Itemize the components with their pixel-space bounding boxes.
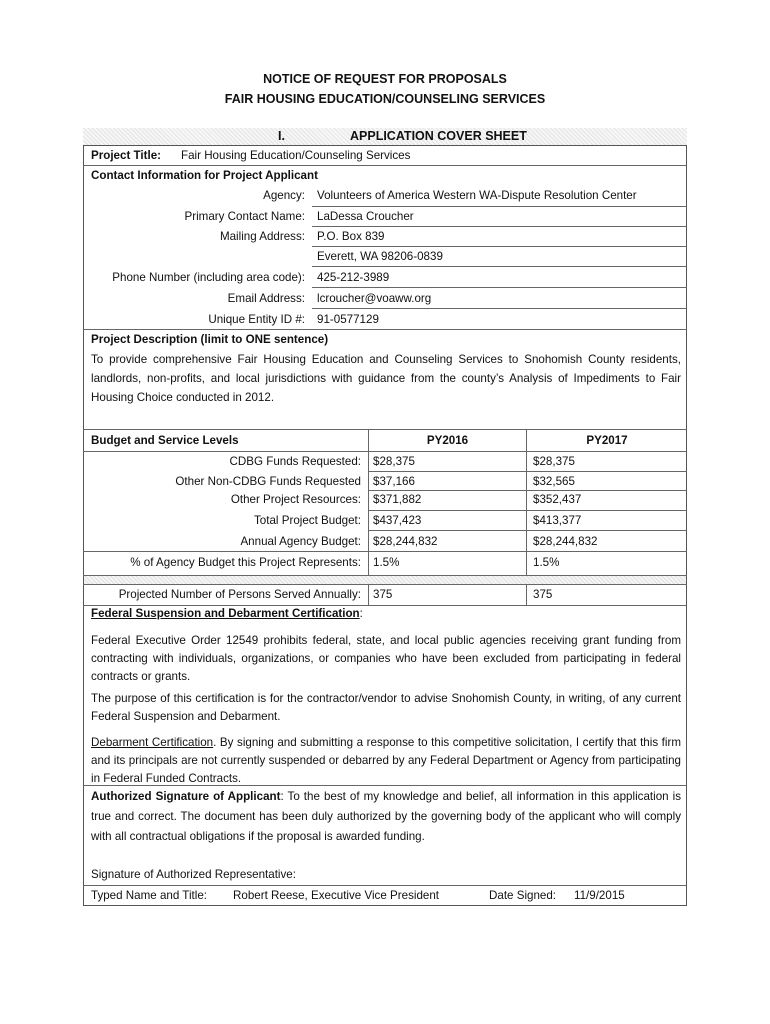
debarment-paragraph-2: The purpose of this certification is for the contractor/vendor to advise Snohomish County, in writing, of any current Federal Suspension and Debarment. bbox=[91, 692, 681, 723]
budget-row-py2017: $28,244,832 bbox=[533, 535, 598, 548]
debarment-heading-text: Federal Suspension and Debarment Certification bbox=[91, 607, 360, 620]
divider bbox=[312, 206, 687, 207]
divider bbox=[83, 785, 687, 786]
py2016-header: PY2016 bbox=[426, 434, 469, 447]
primary-contact-label: Primary Contact Name: bbox=[184, 210, 305, 223]
debarment-paragraph-1: Federal Executive Order 12549 prohibits federal, state, and local public agencies receiving grant funding from contracting with individuals, organizations, or companies who have been excluded from participating in federal contracts or grants. bbox=[91, 634, 681, 683]
typed-name-label: Typed Name and Title: bbox=[91, 889, 207, 902]
debarment-certification bbox=[91, 734, 681, 788]
divider bbox=[368, 530, 687, 531]
phone-label: Phone Number (including area code): bbox=[112, 271, 305, 284]
divider bbox=[312, 266, 687, 267]
divider bbox=[83, 605, 687, 606]
date-signed-label: Date Signed: bbox=[489, 889, 557, 902]
column-divider bbox=[368, 584, 369, 606]
budget-heading: Budget and Service Levels bbox=[91, 434, 239, 447]
budget-row-label: Total Project Budget: bbox=[254, 514, 361, 527]
divider bbox=[312, 226, 687, 227]
mailing-address-label: Mailing Address: bbox=[219, 230, 305, 243]
contact-heading: Contact Information for Project Applicant bbox=[91, 169, 318, 182]
debarment-certification-text: . By signing and submitting a response to this competitive solicitation, I certify that this firm and its principals are not currently suspended or debarred by any Federal Department or Agency from participating in Federal Funded Contracts. bbox=[91, 736, 681, 785]
section-title: APPLICATION COVER SHEET bbox=[350, 129, 527, 143]
unique-entity-id-value: 91-0577129 bbox=[317, 313, 379, 326]
signature-representative-label: Signature of Authorized Representative: bbox=[91, 868, 296, 881]
budget-row-label: Annual Agency Budget: bbox=[240, 535, 361, 548]
primary-contact-value: LaDessa Croucher bbox=[317, 210, 414, 223]
divider bbox=[83, 165, 687, 166]
notice-title: NOTICE OF REQUEST FOR PROPOSALS bbox=[263, 72, 507, 86]
divider bbox=[83, 584, 687, 585]
persons-served-py2017: 375 bbox=[533, 588, 553, 601]
budget-row-label: CDBG Funds Requested: bbox=[229, 455, 361, 468]
divider bbox=[83, 451, 687, 452]
project-title-value: Fair Housing Education/Counseling Services bbox=[181, 149, 411, 162]
debarment-heading-colon: : bbox=[359, 607, 363, 620]
email-label: Email Address: bbox=[227, 292, 305, 305]
budget-row-label: % of Agency Budget this Project Represents: bbox=[130, 556, 361, 569]
budget-row-py2016: $28,375 bbox=[373, 455, 415, 468]
budget-row-py2016: $37,166 bbox=[373, 475, 415, 488]
budget-row-label: Other Project Resources: bbox=[230, 493, 361, 506]
persons-served-py2016: 375 bbox=[373, 588, 393, 601]
email-value: lcroucher@voaww.org bbox=[317, 292, 432, 305]
budget-row-py2017: $413,377 bbox=[533, 514, 582, 527]
project-description-heading: Project Description (limit to ONE sentence) bbox=[91, 333, 329, 346]
divider bbox=[83, 551, 687, 552]
agency-label: Agency: bbox=[263, 189, 305, 202]
project-title-label: Project Title: bbox=[91, 149, 162, 162]
budget-row-py2016: $437,423 bbox=[373, 514, 422, 527]
signature-statement bbox=[91, 787, 681, 847]
signature-text: : To the best of my knowledge and belief, all information in this application is true and correct. The document has been duly authorized by the governing body of the applicant who will comply with all contractual obligations if the proposal is awarded funding. bbox=[91, 790, 682, 843]
divider bbox=[368, 490, 687, 491]
section-number: I. bbox=[278, 129, 285, 143]
budget-row-py2016: $371,882 bbox=[373, 493, 422, 506]
divider bbox=[312, 287, 687, 288]
date-signed-value: 11/9/2015 bbox=[574, 889, 625, 902]
budget-row-py2016: 1.5% bbox=[373, 556, 400, 569]
divider bbox=[368, 471, 687, 472]
budget-row-label: Other Non-CDBG Funds Requested bbox=[175, 475, 361, 488]
py2017-header: PY2017 bbox=[586, 434, 628, 447]
column-divider bbox=[526, 584, 527, 606]
budget-row-py2016: $28,244,832 bbox=[373, 535, 438, 548]
divider bbox=[312, 246, 687, 247]
debarment-certification-label: Debarment Certification bbox=[91, 736, 214, 749]
divider bbox=[312, 308, 687, 309]
spacer-row bbox=[84, 576, 686, 584]
divider bbox=[83, 885, 687, 886]
budget-row-py2017: $32,565 bbox=[533, 475, 575, 488]
persons-served-label: Projected Number of Persons Served Annually: bbox=[118, 588, 361, 601]
unique-entity-id-label: Unique Entity ID #: bbox=[208, 313, 305, 326]
divider bbox=[83, 429, 687, 430]
divider bbox=[368, 510, 687, 511]
debarment-heading bbox=[91, 607, 363, 621]
mailing-address-line2: Everett, WA 98206-0839 bbox=[317, 250, 443, 263]
signature-heading: Authorized Signature of Applicant bbox=[91, 790, 281, 803]
phone-value: 425-212-3989 bbox=[317, 271, 390, 284]
notice-subtitle: FAIR HOUSING EDUCATION/COUNSELING SERVICES bbox=[224, 92, 546, 106]
agency-value: Volunteers of America Western WA-Dispute Resolution Center bbox=[317, 189, 637, 202]
budget-row-py2017: $28,375 bbox=[533, 455, 575, 468]
divider bbox=[83, 329, 687, 330]
budget-row-py2017: $352,437 bbox=[533, 493, 582, 506]
budget-row-py2017: 1.5% bbox=[533, 556, 560, 569]
mailing-address-line1: P.O. Box 839 bbox=[317, 230, 385, 243]
project-description-text: To provide comprehensive Fair Housing Education and Counseling Services to Snohomish County residents, landlords, non-profits, and local jurisdictions with guidance from the county’s Analysis of Impediments to Fair Housing Choice conducted in 2012. bbox=[91, 353, 681, 404]
typed-name-value: Robert Reese, Executive Vice President bbox=[233, 889, 440, 902]
